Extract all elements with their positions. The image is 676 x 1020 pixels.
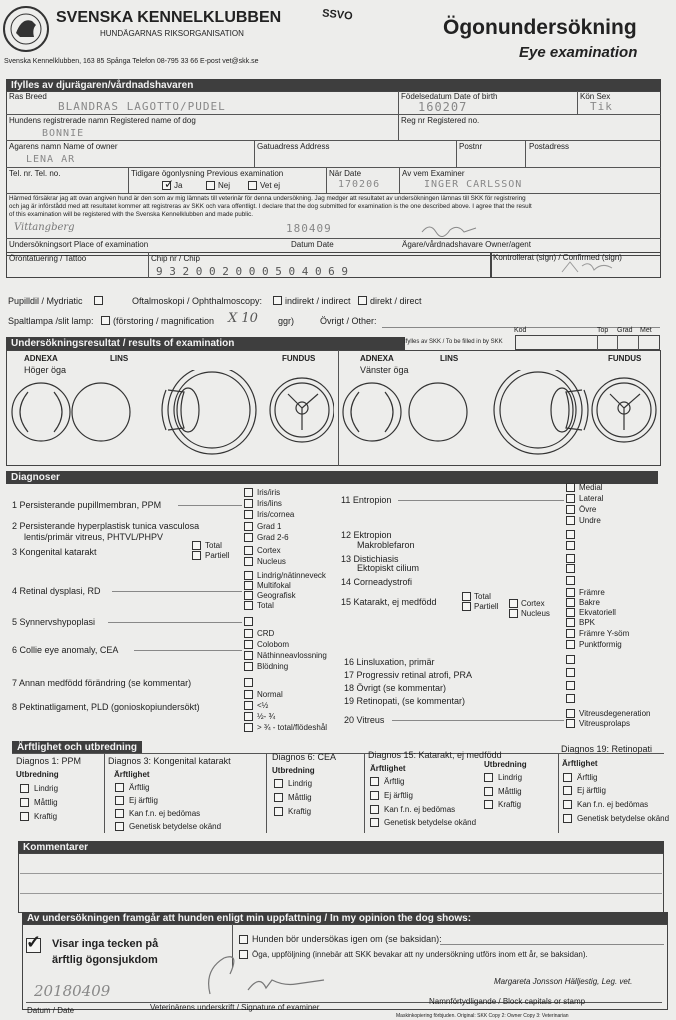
diag-11-opt-2-checkbox[interactable] xyxy=(566,494,575,503)
her-c1-opt-3: Kraftig xyxy=(34,812,58,821)
chip-value[interactable]: 9 3 2 0 0 2 0 0 0 5 0 4 0 6 9 xyxy=(156,265,349,278)
her-c1-title: Diagnos 1: PPM xyxy=(16,756,82,766)
place-label: Undersökningsort Place of examination xyxy=(9,240,149,249)
diag-11-opt-4: Undre xyxy=(579,516,601,525)
diag-17-checkbox[interactable] xyxy=(566,668,575,677)
diag-2-opt-1: Grad 1 xyxy=(257,522,282,531)
diag-16-label: 16 Linsluxation, primär xyxy=(344,657,435,667)
diag-2-label-b: lentis/primär vitreus, PHTVL/PHPV xyxy=(24,532,164,542)
her-c4-opt-3: Kan f.n. ej bedömas xyxy=(384,805,456,814)
diag-11-opt-3: Övre xyxy=(579,505,597,514)
no-signs-label-1: Visar inga tecken på xyxy=(52,938,159,950)
diag-4-opt-3: Geografisk xyxy=(257,591,296,600)
her-c2-opt-1-checkbox[interactable] xyxy=(115,783,124,792)
dogname-label: Hundens registrerade namn Registered name of dog xyxy=(9,116,196,125)
diag-3-nucleus-checkbox[interactable] xyxy=(244,557,253,566)
diag-13-label-a: 13 Distichiasis xyxy=(341,554,399,564)
her-c1-sub: Utbredning xyxy=(16,770,59,779)
diag-4-opt-2-checkbox[interactable] xyxy=(244,581,253,590)
right-eye-diagrams xyxy=(8,370,334,462)
diag-1-opt-2-checkbox[interactable] xyxy=(244,499,253,508)
skk-logo xyxy=(2,3,50,55)
diag-18-checkbox[interactable] xyxy=(566,681,575,690)
pupil-label: Pupilldil / Mydriatic xyxy=(8,296,83,306)
diag-20-opt-2-checkbox[interactable] xyxy=(566,719,575,728)
diag-15-partiell: Partiell xyxy=(474,602,499,611)
diag-1-opt-2: Iris/lins xyxy=(257,499,282,508)
dob-value[interactable]: 160207 xyxy=(418,100,468,114)
check-mark-icon: ✓ xyxy=(164,177,175,191)
diag-8-opt-1: Normal xyxy=(257,690,283,699)
diag-15-opt-5-checkbox[interactable] xyxy=(566,629,575,638)
diag-3-total: Total xyxy=(205,541,222,550)
her-c5-opt-4: Genetisk betydelse okänd xyxy=(577,814,670,823)
diag-11-opt-3-checkbox[interactable] xyxy=(566,505,575,514)
diag-15-opt-6: Punktformig xyxy=(579,640,622,649)
her-c4-opt-3-checkbox[interactable] xyxy=(370,805,379,814)
tel-label: Tel. nr. Tel. no. xyxy=(9,169,61,178)
left-eye-label: Vänster öga xyxy=(360,365,409,375)
her-c4-opt-2-checkbox[interactable] xyxy=(370,791,379,800)
regno-label: Reg nr Registered no. xyxy=(401,116,480,125)
diag-15-opt-4-checkbox[interactable] xyxy=(566,618,575,627)
results-bar: Undersökningsresultat / results of examination xyxy=(6,337,405,350)
diag-15-label: 15 Katarakt, ej medfödd xyxy=(341,597,437,607)
vet-signature xyxy=(200,950,330,1000)
ophthalmoscopy-label: Oftalmoskopi / Ophthalmoscopy: xyxy=(132,296,263,306)
her-c4-opt2-2: Måttlig xyxy=(498,787,522,796)
tattoo-label: Örontatuering / Tattoo xyxy=(9,254,87,263)
her-c3-sub: Utbredning xyxy=(272,766,315,775)
her-c3-opt-3: Kraftig xyxy=(288,807,312,816)
her-c1-opt-2: Måttlig xyxy=(34,798,58,807)
diag-1-opt-1: Iris/iris xyxy=(257,488,281,497)
indirect-label: indirekt / indirect xyxy=(285,296,351,306)
her-c5-opt-2: Ej ärftlig xyxy=(577,786,606,795)
org-sub: HUNDÄGARNAS RIKSORGANISATION xyxy=(100,29,244,38)
place-value[interactable]: Vittangberg xyxy=(14,222,75,233)
adnexa-right-label: ADNEXA xyxy=(24,354,58,363)
prev-vetej-label: Vet ej xyxy=(260,181,281,190)
diag-6-opt-3: Näthinneavlossning xyxy=(257,651,327,660)
diag-11-label: 11 Entropion xyxy=(341,495,392,505)
her-c3-opt-2: Måttlig xyxy=(288,793,312,802)
diag-15-nucleus-checkbox[interactable] xyxy=(509,609,518,618)
diag-8-opt-2-checkbox[interactable] xyxy=(244,701,253,710)
diag-20-opt-1-checkbox[interactable] xyxy=(566,709,575,718)
diag-15-cortex-checkbox[interactable] xyxy=(509,599,518,608)
her-c3-opt-1-checkbox[interactable] xyxy=(274,779,283,788)
diag-17-label: 17 Progressiv retinal atrofi, PRA xyxy=(344,670,473,680)
no-signs-label-2: ärftlig ögonsjukdom xyxy=(52,954,158,966)
org-name: SVENSKA KENNELKLUBBEN xyxy=(56,9,282,26)
indirect-checkbox[interactable] xyxy=(273,296,282,305)
diag-15-opt-3-checkbox[interactable] xyxy=(566,608,575,617)
owner-signature xyxy=(420,220,480,238)
diag-8-opt-3: ½- ¾ xyxy=(257,712,276,721)
diag-15-opt-2-checkbox[interactable] xyxy=(566,598,575,607)
heredity-bar: Ärftlighet och utbredning xyxy=(12,741,142,754)
magnification-label: (förstoring / magnification xyxy=(113,316,215,326)
owner-section-bar: Ifylles av djurägaren/vårdnadshavaren xyxy=(6,79,661,92)
right-eye-label: Höger öga xyxy=(24,365,67,375)
diag-8-opt-4: > ¾ - total/flödeshål xyxy=(257,723,328,732)
her-c5-opt-2-checkbox[interactable] xyxy=(563,786,572,795)
title-en: Eye examination xyxy=(519,44,638,61)
diag-8-opt-4-checkbox[interactable] xyxy=(244,723,253,732)
vet-signature-label: Veterinärens underskrift / Signature of examiner xyxy=(150,1003,320,1012)
her-c4-opt2-2-checkbox[interactable] xyxy=(484,787,493,796)
diag-1-opt-3: Iris/cornea xyxy=(257,510,295,519)
diag-15-opt-2: Bakre xyxy=(579,598,600,607)
diag-6-opt-4: Blödning xyxy=(257,662,289,671)
grad-label: Grad xyxy=(617,327,633,334)
control-signature xyxy=(560,258,620,276)
prev-date-value[interactable]: 170206 xyxy=(338,179,381,190)
diag-1-label: 1 Persisterande pupillmembran, PPM xyxy=(12,500,162,510)
footer-note: Maskinkopiering förbjuden. Original: SKK Copy 2: Owner Copy 3: Veterinarian xyxy=(396,1013,569,1019)
diag-6-opt-4-checkbox[interactable] xyxy=(244,662,253,671)
diag-6-label: 6 Collie eye anomaly, CEA xyxy=(12,645,119,655)
diag-15-opt-5: Främre Y-söm xyxy=(579,629,630,638)
diag-13b-checkbox[interactable] xyxy=(566,564,575,573)
breed-label: Ras Breed xyxy=(9,92,47,101)
examiner-label: Av vem Examiner xyxy=(402,169,465,178)
left-eye-diagrams xyxy=(342,370,660,462)
her-c4-opt-2: Ej ärftlig xyxy=(384,791,413,800)
block-capitals-label: Namnförtydligande / Block capitals or stamp xyxy=(429,997,586,1006)
chip-label: Chip nr / Chip xyxy=(151,254,200,263)
fundus-right-label: FUNDUS xyxy=(282,354,316,363)
org-address: Svenska Kennelklubben, 163 85 Spånga Telefon 08-795 33 66 E-post vet@skk.se xyxy=(4,58,259,65)
decl-date-label: Datum Date xyxy=(291,240,334,249)
her-c4-opt-1-checkbox[interactable] xyxy=(370,777,379,786)
her-c5-opt-3-checkbox[interactable] xyxy=(563,800,572,809)
fundus-left-label: FUNDUS xyxy=(608,354,642,363)
diag-11-opt-1-checkbox[interactable] xyxy=(566,483,575,492)
pupil-checkbox[interactable] xyxy=(94,296,103,305)
comments-bar: Kommentarer xyxy=(18,841,664,854)
her-c5-opt-4-checkbox[interactable] xyxy=(563,814,572,823)
sex-value[interactable]: Tik xyxy=(590,100,613,113)
her-c3-title: Diagnos 6: CEA xyxy=(272,752,337,762)
diag-2-opt-2-checkbox[interactable] xyxy=(244,533,253,542)
examiner-value[interactable]: INGER CARLSSON xyxy=(424,179,523,190)
diag-12-label-a: 12 Ektropion xyxy=(341,530,392,540)
diag-5-label: 5 Synnervshypoplasi xyxy=(12,617,96,627)
prev-exam-label: Tidigare ögonlysning Previous examination xyxy=(131,169,284,178)
diag-8-opt-1-checkbox[interactable] xyxy=(244,690,253,699)
diag-15-partiell-checkbox[interactable] xyxy=(462,602,471,611)
diag-15-opt-1-checkbox[interactable] xyxy=(566,588,575,597)
her-c4-sub: Ärftlighet xyxy=(370,764,406,773)
her-c2-opt-3-checkbox[interactable] xyxy=(115,809,124,818)
diag-3-cortex-checkbox[interactable] xyxy=(244,546,253,555)
followup-label: Öga, uppföljning (innebär att SKK bevakar att ny undersökning utförs inom ett år, se baksidan). xyxy=(252,950,588,959)
diag-20-opt-1: Vitreusdegeneration xyxy=(579,709,651,718)
her-c2-opt-4: Genetisk betydelse okänd xyxy=(129,822,222,831)
diag-4-opt-3-checkbox[interactable] xyxy=(244,591,253,600)
diag-3-total-checkbox[interactable] xyxy=(192,541,201,550)
prev-nej-label: Nej xyxy=(218,181,231,190)
postnr-label: Postnr xyxy=(459,142,483,151)
owner-sign-label: Ägare/vårdnadshavare Owner/agent xyxy=(402,240,531,249)
ggr-label: ggr) xyxy=(278,316,295,326)
dogname-value[interactable]: BONNIE xyxy=(42,128,85,139)
diag-15-total: Total xyxy=(474,592,491,601)
diag-4-opt-4-checkbox[interactable] xyxy=(244,601,253,610)
comments-field[interactable] xyxy=(18,853,664,913)
prev-vetej-checkbox[interactable] xyxy=(248,181,257,190)
her-c2-opt-2-checkbox[interactable] xyxy=(115,796,124,805)
diag-18-label: 18 Övrigt (se kommentar) xyxy=(344,683,447,693)
diag-13-label-b: Ektopiskt cilium xyxy=(357,563,420,573)
magnification-value[interactable]: X 10 xyxy=(228,311,258,326)
diag-4-label: 4 Retinal dysplasi, RD xyxy=(12,586,101,596)
diag-14-checkbox[interactable] xyxy=(566,576,575,585)
diag-15-opt-4: BPK xyxy=(579,618,596,627)
diag-19-label: 19 Retinopati, (se kommentar) xyxy=(344,696,466,706)
direct-label: direkt / direct xyxy=(370,296,422,306)
lens-right-label: LINS xyxy=(110,354,129,363)
her-c2-opt-3: Kan f.n. ej bedömas xyxy=(129,809,201,818)
sex-label: Kön Sex xyxy=(580,92,611,101)
diag-8-opt-3-checkbox[interactable] xyxy=(244,712,253,721)
lens-left-label: LINS xyxy=(440,354,459,363)
her-c2-title: Diagnos 3: Kongenital katarakt xyxy=(108,756,231,766)
diag-19-checkbox[interactable] xyxy=(566,694,575,703)
title-sv: Ögonundersökning xyxy=(443,16,637,39)
ownername-value[interactable]: LENA AR xyxy=(26,154,76,165)
vet-name-stamp: Margareta Jonsson Hälljestig, Leg. vet. xyxy=(494,977,633,986)
her-c2-opt-1: Ärftlig xyxy=(129,783,150,792)
diag-15-cortex: Cortex xyxy=(521,599,545,608)
diag-12b-checkbox[interactable] xyxy=(566,541,575,550)
her-c3-opt-2-checkbox[interactable] xyxy=(274,793,283,802)
her-c5-opt-3: Kan f.n. ej bedömas xyxy=(577,800,649,809)
her-c4-opt2-1: Lindrig xyxy=(498,773,523,782)
other-label: Övrigt / Other: xyxy=(320,316,377,326)
breed-value[interactable]: BLANDRAS LAGOTTO/PUDEL xyxy=(58,100,226,113)
diag-4-opt-4: Total xyxy=(257,601,274,610)
diag-12a-checkbox[interactable] xyxy=(566,530,575,539)
exam-date-value[interactable]: 20180409 xyxy=(34,982,111,1000)
street-label: Gatuadress Address xyxy=(257,142,330,151)
diag-5-checkbox[interactable] xyxy=(244,617,253,626)
diag-20-opt-2: Vitreusprolaps xyxy=(579,719,630,728)
skk-fill-label: Ifylles av SKK / To be filled in by SKK xyxy=(404,339,503,345)
dob-label: Födelsedatum Date of birth xyxy=(401,92,498,101)
her-c5-sub: Ärftlighet xyxy=(562,759,598,768)
diag-4-opt-1-checkbox[interactable] xyxy=(244,571,253,580)
her-c2-sub: Ärftlighet xyxy=(114,770,150,779)
her-c1-opt-3-checkbox[interactable] xyxy=(20,812,29,821)
diag-16-checkbox[interactable] xyxy=(566,655,575,664)
her-c1-opt-1: Lindrig xyxy=(34,784,59,793)
her-c5-opt-1: Ärftlig xyxy=(577,773,598,782)
diag-8-opt-2: <½ xyxy=(257,701,269,710)
her-c3-opt-1: Lindrig xyxy=(288,779,313,788)
top-label: Top xyxy=(597,327,609,334)
control-label: Kontrollerat (sign) / Confirmed (sign) xyxy=(493,253,622,262)
kod-label: Kod xyxy=(514,327,527,334)
diag-2-label-a: 2 Persisterande hyperplastisk tunica vasculosa xyxy=(12,521,200,531)
conclusion-bar: Av undersökningen framgår att hunden enligt min uppfattning / In my opinion the dog shows: xyxy=(22,912,668,925)
diag-7-label: 7 Annan medfödd förändring (se kommentar) xyxy=(12,678,192,688)
her-c3-opt-3-checkbox[interactable] xyxy=(274,807,283,816)
her-c1-opt-2-checkbox[interactable] xyxy=(20,798,29,807)
diag-6-opt-2-checkbox[interactable] xyxy=(244,640,253,649)
her-c4-opt2-3: Kraftig xyxy=(498,800,522,809)
declaration-line-2: och jag är införstådd med att resultatet kommer att registreras av SKK och vara offentligt. I declare that the dog submitted for examination is the one described above. I agree that the result xyxy=(9,203,532,210)
diag-11-opt-2: Lateral xyxy=(579,494,604,503)
her-c1-opt-1-checkbox[interactable] xyxy=(20,784,29,793)
diag-3-cortex: Cortex xyxy=(257,546,281,555)
diag-3-nucleus: Nucleus xyxy=(257,557,286,566)
check-mark-icon: ✓ xyxy=(26,932,42,952)
diag-15-opt-1: Främre xyxy=(579,588,605,597)
her-c4-title: Diagnos 15: Katarakt, ej medfödd xyxy=(368,750,502,760)
prev-nej-checkbox[interactable] xyxy=(206,181,215,190)
prev-ja-label: Ja xyxy=(174,181,183,190)
her-c4-opt2-3-checkbox[interactable] xyxy=(484,800,493,809)
her-c4-opt-4-checkbox[interactable] xyxy=(370,818,379,827)
diag-4-opt-1: Lindrig/nätinneveck xyxy=(257,571,326,580)
her-c5-opt-1-checkbox[interactable] xyxy=(563,773,572,782)
slitlamp-checkbox[interactable] xyxy=(101,316,110,325)
reexamine-checkbox[interactable] xyxy=(239,935,248,944)
slitlamp-label: Spaltlampa /slit lamp: xyxy=(8,316,94,326)
decl-date-value[interactable]: 180409 xyxy=(286,222,332,235)
ownername-label: Agarens namn Name of owner xyxy=(9,142,118,151)
diag-2-opt-1-checkbox[interactable] xyxy=(244,522,253,531)
diag-3-partiell: Partiell xyxy=(205,551,230,560)
declaration-line-3: of this examination will be registered with the Svenska Kennelklubben and made public. xyxy=(9,211,253,218)
her-c4-opt2-1-checkbox[interactable] xyxy=(484,773,493,782)
diag-6-opt-1: CRD xyxy=(257,629,275,638)
diag-20-label: 20 Vitreus xyxy=(344,715,385,725)
diag-3-partiell-checkbox[interactable] xyxy=(192,551,201,560)
adnexa-left-label: ADNEXA xyxy=(360,354,394,363)
met-label: Met xyxy=(640,327,652,334)
her-c2-opt-4-checkbox[interactable] xyxy=(115,822,124,831)
her-c4-opt-4: Genetisk betydelse okänd xyxy=(384,818,477,827)
date-label: Datum / Date xyxy=(27,1006,75,1015)
reexamine-label: Hunden bör undersökas igen om (se baksidan): xyxy=(252,934,442,944)
diag-6-opt-1-checkbox[interactable] xyxy=(244,629,253,638)
diag-8-label: 8 Pektinatligament, PLD (gonioskopiundersökt) xyxy=(12,702,200,712)
diag-3-label: 3 Kongenital katarakt xyxy=(12,547,97,557)
ssvo-logo: SSVO xyxy=(321,7,354,23)
direct-checkbox[interactable] xyxy=(358,296,367,305)
diag-15-nucleus: Nucleus xyxy=(521,609,550,618)
diag-2-opt-2: Grad 2-6 xyxy=(257,533,289,542)
her-c2-opt-2: Ej ärftlig xyxy=(129,796,158,805)
diag-6-opt-2: Colobom xyxy=(257,640,290,649)
diag-6-opt-3-checkbox[interactable] xyxy=(244,651,253,660)
diag-15-opt-6-checkbox[interactable] xyxy=(566,640,575,649)
diag-14-label: 14 Corneadystrofi xyxy=(341,577,413,587)
her-c4-sub2: Utbredning xyxy=(484,760,527,769)
diag-11-opt-4-checkbox[interactable] xyxy=(566,516,575,525)
diag-15-opt-3: Ekvatoriell xyxy=(579,608,616,617)
diag-15-total-checkbox[interactable] xyxy=(462,592,471,601)
diag-11-opt-1: Medial xyxy=(579,483,603,492)
city-label: Postadress xyxy=(529,142,570,151)
prev-date-label: När Date xyxy=(329,169,362,178)
her-c5-title: Diagnos 19: Retinopati xyxy=(561,744,653,754)
diag-1-opt-3-checkbox[interactable] xyxy=(244,510,253,519)
her-c4-opt-1: Ärftlig xyxy=(384,777,405,786)
diag-1-opt-1-checkbox[interactable] xyxy=(244,488,253,497)
declaration-line-1: Härmed försäkrar jag att ovan angiven hund är den som av mig lämnats till veterinär för denna undersökning. Jag medger att resultatet av undersökningen lämnas till SKK för registrering xyxy=(9,195,526,202)
diag-4-opt-2: Multifokal xyxy=(257,581,291,590)
diagnoses-bar: Diagnoser xyxy=(6,471,658,484)
diag-13a-checkbox[interactable] xyxy=(566,554,575,563)
diag-12-label-b: Makroblefaron xyxy=(357,540,415,550)
diag-7-checkbox[interactable] xyxy=(244,678,253,687)
